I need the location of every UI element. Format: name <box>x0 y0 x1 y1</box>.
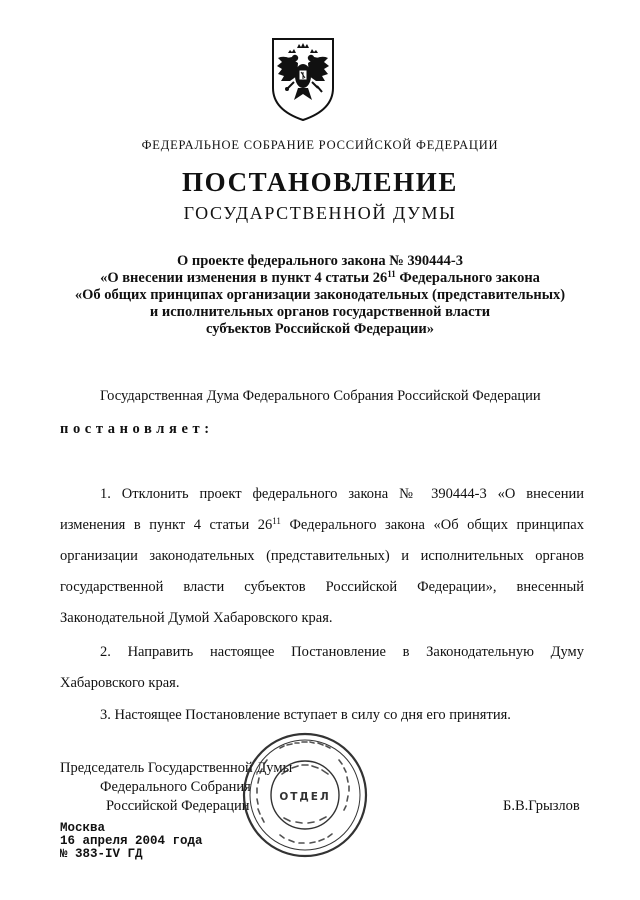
document-heading <box>60 253 580 338</box>
heading-text: Федерального закона <box>395 270 540 286</box>
coat-of-arms-icon <box>270 36 336 122</box>
heading-line: субъектов Российской Федерации» <box>206 321 434 337</box>
paragraph-text: изменения в пункт 4 статьи 26 <box>60 517 273 533</box>
heading-line <box>60 270 580 287</box>
official-stamp-icon <box>240 730 370 860</box>
paragraph-line: 3. Настоящее Постановление вступает в силу со дня его принятия. <box>100 707 511 723</box>
city: Москва <box>60 821 106 835</box>
paragraph-line: 2. Направить настоящее Постановление в Законодательную Думу <box>100 644 584 660</box>
date: 16 апреля 2004 года <box>60 834 203 848</box>
paragraph-line <box>60 510 584 541</box>
resolution-item-1 <box>60 479 584 634</box>
signatory-title-line-2: Федерального Собрания <box>100 779 251 795</box>
document-number: № 383-IV ГД <box>60 847 143 861</box>
heading-line: О проекте федерального закона № 390444-3 <box>176 253 464 269</box>
paragraph-line: государственной власти субъектов Российской Федерации», внесенный <box>60 579 584 595</box>
paragraph-line: Законодательной Думой Хабаровского края. <box>60 610 333 626</box>
preamble: Государственная Дума Федерального Собрания Российской Федерации <box>100 388 541 404</box>
paragraph-line: организации законодательных (представительных) и исполнительных органов <box>60 548 584 564</box>
document-type: ПОСТАНОВЛЕНИЕ <box>182 167 458 197</box>
article-superscript: 11 <box>272 516 281 526</box>
signatory-title-line-3: Российской Федерации <box>106 798 250 814</box>
organization-name: ФЕДЕРАЛЬНОЕ СОБРАНИЕ РОССИЙСКОЙ ФЕДЕРАЦИИ <box>141 138 499 152</box>
paragraph-line: Хабаровского края. <box>60 675 180 691</box>
place-date-number <box>60 822 203 861</box>
stamp-center-text: ОТДЕЛ <box>279 791 331 803</box>
document-issuer: ГОСУДАРСТВЕННОЙ ДУМЫ <box>183 203 457 223</box>
paragraph-line: 1. Отклонить проект федерального закона № 390444-3 «О внесении <box>100 486 584 502</box>
resolves-word: постановляет: <box>60 421 214 437</box>
article-superscript: 11 <box>387 269 396 279</box>
signatory-name: Б.В.Грызлов <box>503 798 580 814</box>
resolution-item-3 <box>60 700 584 731</box>
paragraph-text: Федерального закона «Об общих принципах <box>280 517 584 533</box>
signatory-title-line-1: Председатель Государственной Думы <box>60 760 293 776</box>
resolution-item-2 <box>60 637 584 699</box>
heading-line: и исполнительных органов государственной власти <box>149 304 491 320</box>
heading-line: «Об общих принципах организации законодательных (представительных) <box>74 287 566 303</box>
heading-text: «О внесении изменения в пункт 4 статьи 26 <box>100 270 388 286</box>
